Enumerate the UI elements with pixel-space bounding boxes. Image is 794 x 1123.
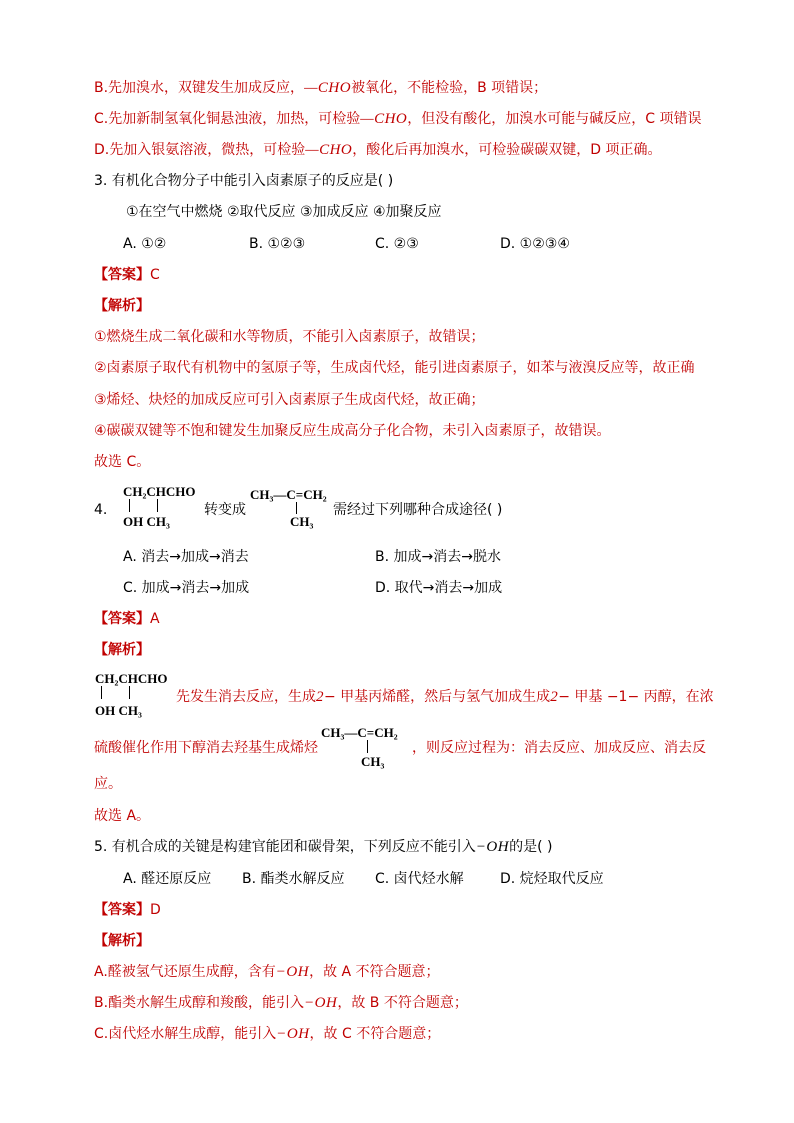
- q3-analysis-1: ①燃烧生成二氧化碳和水等物质，不能引入卤素原子，故错误；: [94, 329, 485, 345]
- q3-option-a: A. ①②: [123, 236, 167, 252]
- q4-reactant-top: CH₂CHCHO: [123, 484, 196, 499]
- q4-option-c: C. 加成→消去→加成: [123, 580, 250, 596]
- q4-analysis-label: 【解析】: [94, 642, 150, 658]
- q4-option-a: A. 消去→加成→消去: [123, 549, 249, 565]
- text: 5. 有机合成的关键是构建官能团和碳骨架，下列反应不能引入: [94, 839, 476, 855]
- q4-product-bottom: CH₃: [290, 514, 314, 529]
- bond-line: [129, 686, 130, 699]
- text: ，故 C 不符合题意；: [309, 1026, 441, 1042]
- text: C.先加新制氢氧化铜悬浊液，加热，可检验: [94, 111, 361, 127]
- text: A.醛被氢气还原生成醇，含有: [94, 964, 276, 980]
- formula-oh: −OH: [276, 1026, 310, 1042]
- q4-analysis-reactant-bottom: OH CH₃: [95, 703, 142, 718]
- text: D.先加入银氨溶液，微热，可检验: [94, 142, 306, 158]
- text: ，故 A 不符合题意；: [309, 964, 440, 980]
- text: ，但没有酸化，加溴水可能与碱反应，C 项错误: [407, 111, 702, 127]
- q3-stem: 3. 有机化合物分子中能引入卤素原子的反应是( ): [94, 173, 394, 189]
- bond-line: [296, 502, 297, 514]
- q5-analysis-c: [94, 1024, 440, 1044]
- answer-label: 【答案】: [94, 267, 150, 283]
- q4-answer: [94, 609, 160, 629]
- formula-cho: —CHO: [305, 142, 353, 158]
- q4-analysis-reactant-top: CH₂CHCHO: [95, 671, 168, 686]
- q4-conclusion: 故选 A。: [94, 808, 151, 824]
- q4-product-top: CH₃—C=CH₂: [250, 487, 327, 502]
- q3-analysis-label: 【解析】: [94, 298, 150, 314]
- bond-line: [101, 686, 102, 699]
- text: ，酸化后再加溴水，可检验碳碳双键，D 项正确。: [352, 142, 662, 158]
- formula-oh: −OH: [304, 995, 338, 1011]
- q3-option-c: C. ②③: [375, 236, 419, 252]
- q5-analysis-label: 【解析】: [94, 933, 150, 949]
- q4-analysis-line-2-suffix: ，则反应过程为：消去反应、加成反应、消去反: [412, 740, 706, 756]
- text: B.酯类水解生成醇和羧酸，能引入: [94, 995, 305, 1011]
- q3-option-d: D. ①②③④: [500, 236, 570, 252]
- q3-analysis-4: ④碳碳双键等不饱和键发生加聚反应生成高分子化合物，未引入卤素原子，故错误。: [94, 423, 611, 439]
- text: C.卤代烃水解生成醇，能引入: [94, 1026, 277, 1042]
- text: 先发生消去反应，生成: [176, 689, 316, 705]
- text: B.先加溴水，双键发生加成反应，: [94, 80, 305, 96]
- q4-analysis-line-3: 应。: [94, 776, 122, 792]
- bond-line: [129, 499, 130, 512]
- q3-answer: [94, 265, 160, 285]
- q5-option-d: D. 烷烃取代反应: [500, 871, 604, 887]
- q5-option-b: B. 酯类水解反应: [242, 871, 345, 887]
- q3-analysis-2: ②卤素原子取代有机物中的氢原子等，生成卤代烃，能引进卤素原子，如苯与液溴反应等，故正确: [94, 360, 695, 376]
- answer-value: D: [150, 902, 161, 918]
- q3-option-b: B. ①②③: [249, 236, 306, 252]
- answer-value: C: [150, 267, 160, 283]
- text: − 甲基 −1− 丙醇，在浓: [558, 689, 714, 705]
- formula-cho: —CHO: [304, 80, 352, 96]
- q4-number: 4.: [94, 502, 108, 518]
- bond-line: [157, 499, 158, 512]
- q3-conclusion: 故选 C。: [94, 454, 151, 470]
- q5-analysis-b: [94, 993, 468, 1013]
- formula-oh: −OH: [475, 839, 510, 855]
- text: 被氧化，不能检验，B 项错误；: [351, 80, 548, 96]
- answer-label: 【答案】: [94, 902, 150, 918]
- q4-option-d: D. 取代→消去→加成: [375, 580, 503, 596]
- q4-analysis-product-bottom: CH₃: [361, 754, 385, 769]
- q4-option-b: B. 加成→消去→脱水: [375, 549, 501, 565]
- q5-answer: [94, 900, 161, 920]
- q4-stem-suffix: 需经过下列哪种合成途径( ): [333, 502, 503, 518]
- formula-oh: −OH: [275, 964, 310, 980]
- q4-analysis-product-top: CH₃—C=CH₂: [321, 725, 398, 740]
- text: ，故 B 不符合题意；: [337, 995, 468, 1011]
- q3-analysis-3: ③烯烃、炔烃的加成反应可引入卤素原子生成卤代烃，故正确；: [94, 392, 485, 408]
- option-c-explanation: [94, 109, 701, 129]
- q5-option-c: C. 卤代烃水解: [375, 871, 464, 887]
- q4-verb: 转变成: [204, 502, 246, 518]
- q5-stem: [94, 837, 552, 857]
- text: 2: [550, 689, 559, 705]
- answer-value: A: [150, 611, 160, 627]
- q3-items: ①在空气中燃烧 ②取代反应 ③加成反应 ④加聚反应: [126, 204, 442, 220]
- q4-analysis-line-1: [176, 687, 714, 707]
- text: 的是( ): [509, 839, 553, 855]
- text: 2: [316, 689, 324, 705]
- q4-analysis-line-2: 硫酸催化作用下醇消去羟基生成烯烃: [94, 740, 318, 756]
- bond-line: [367, 740, 368, 753]
- formula-cho: —CHO: [360, 111, 408, 127]
- q5-analysis-a: [94, 962, 440, 982]
- option-b-explanation: [94, 78, 547, 98]
- q5-option-a: A. 醛还原反应: [123, 871, 212, 887]
- text: − 甲基丙烯醛，然后与氢气加成生成: [324, 689, 551, 705]
- q4-reactant-bottom: OH CH₃: [123, 514, 170, 529]
- answer-label: 【答案】: [94, 611, 150, 627]
- option-d-explanation: [94, 140, 661, 160]
